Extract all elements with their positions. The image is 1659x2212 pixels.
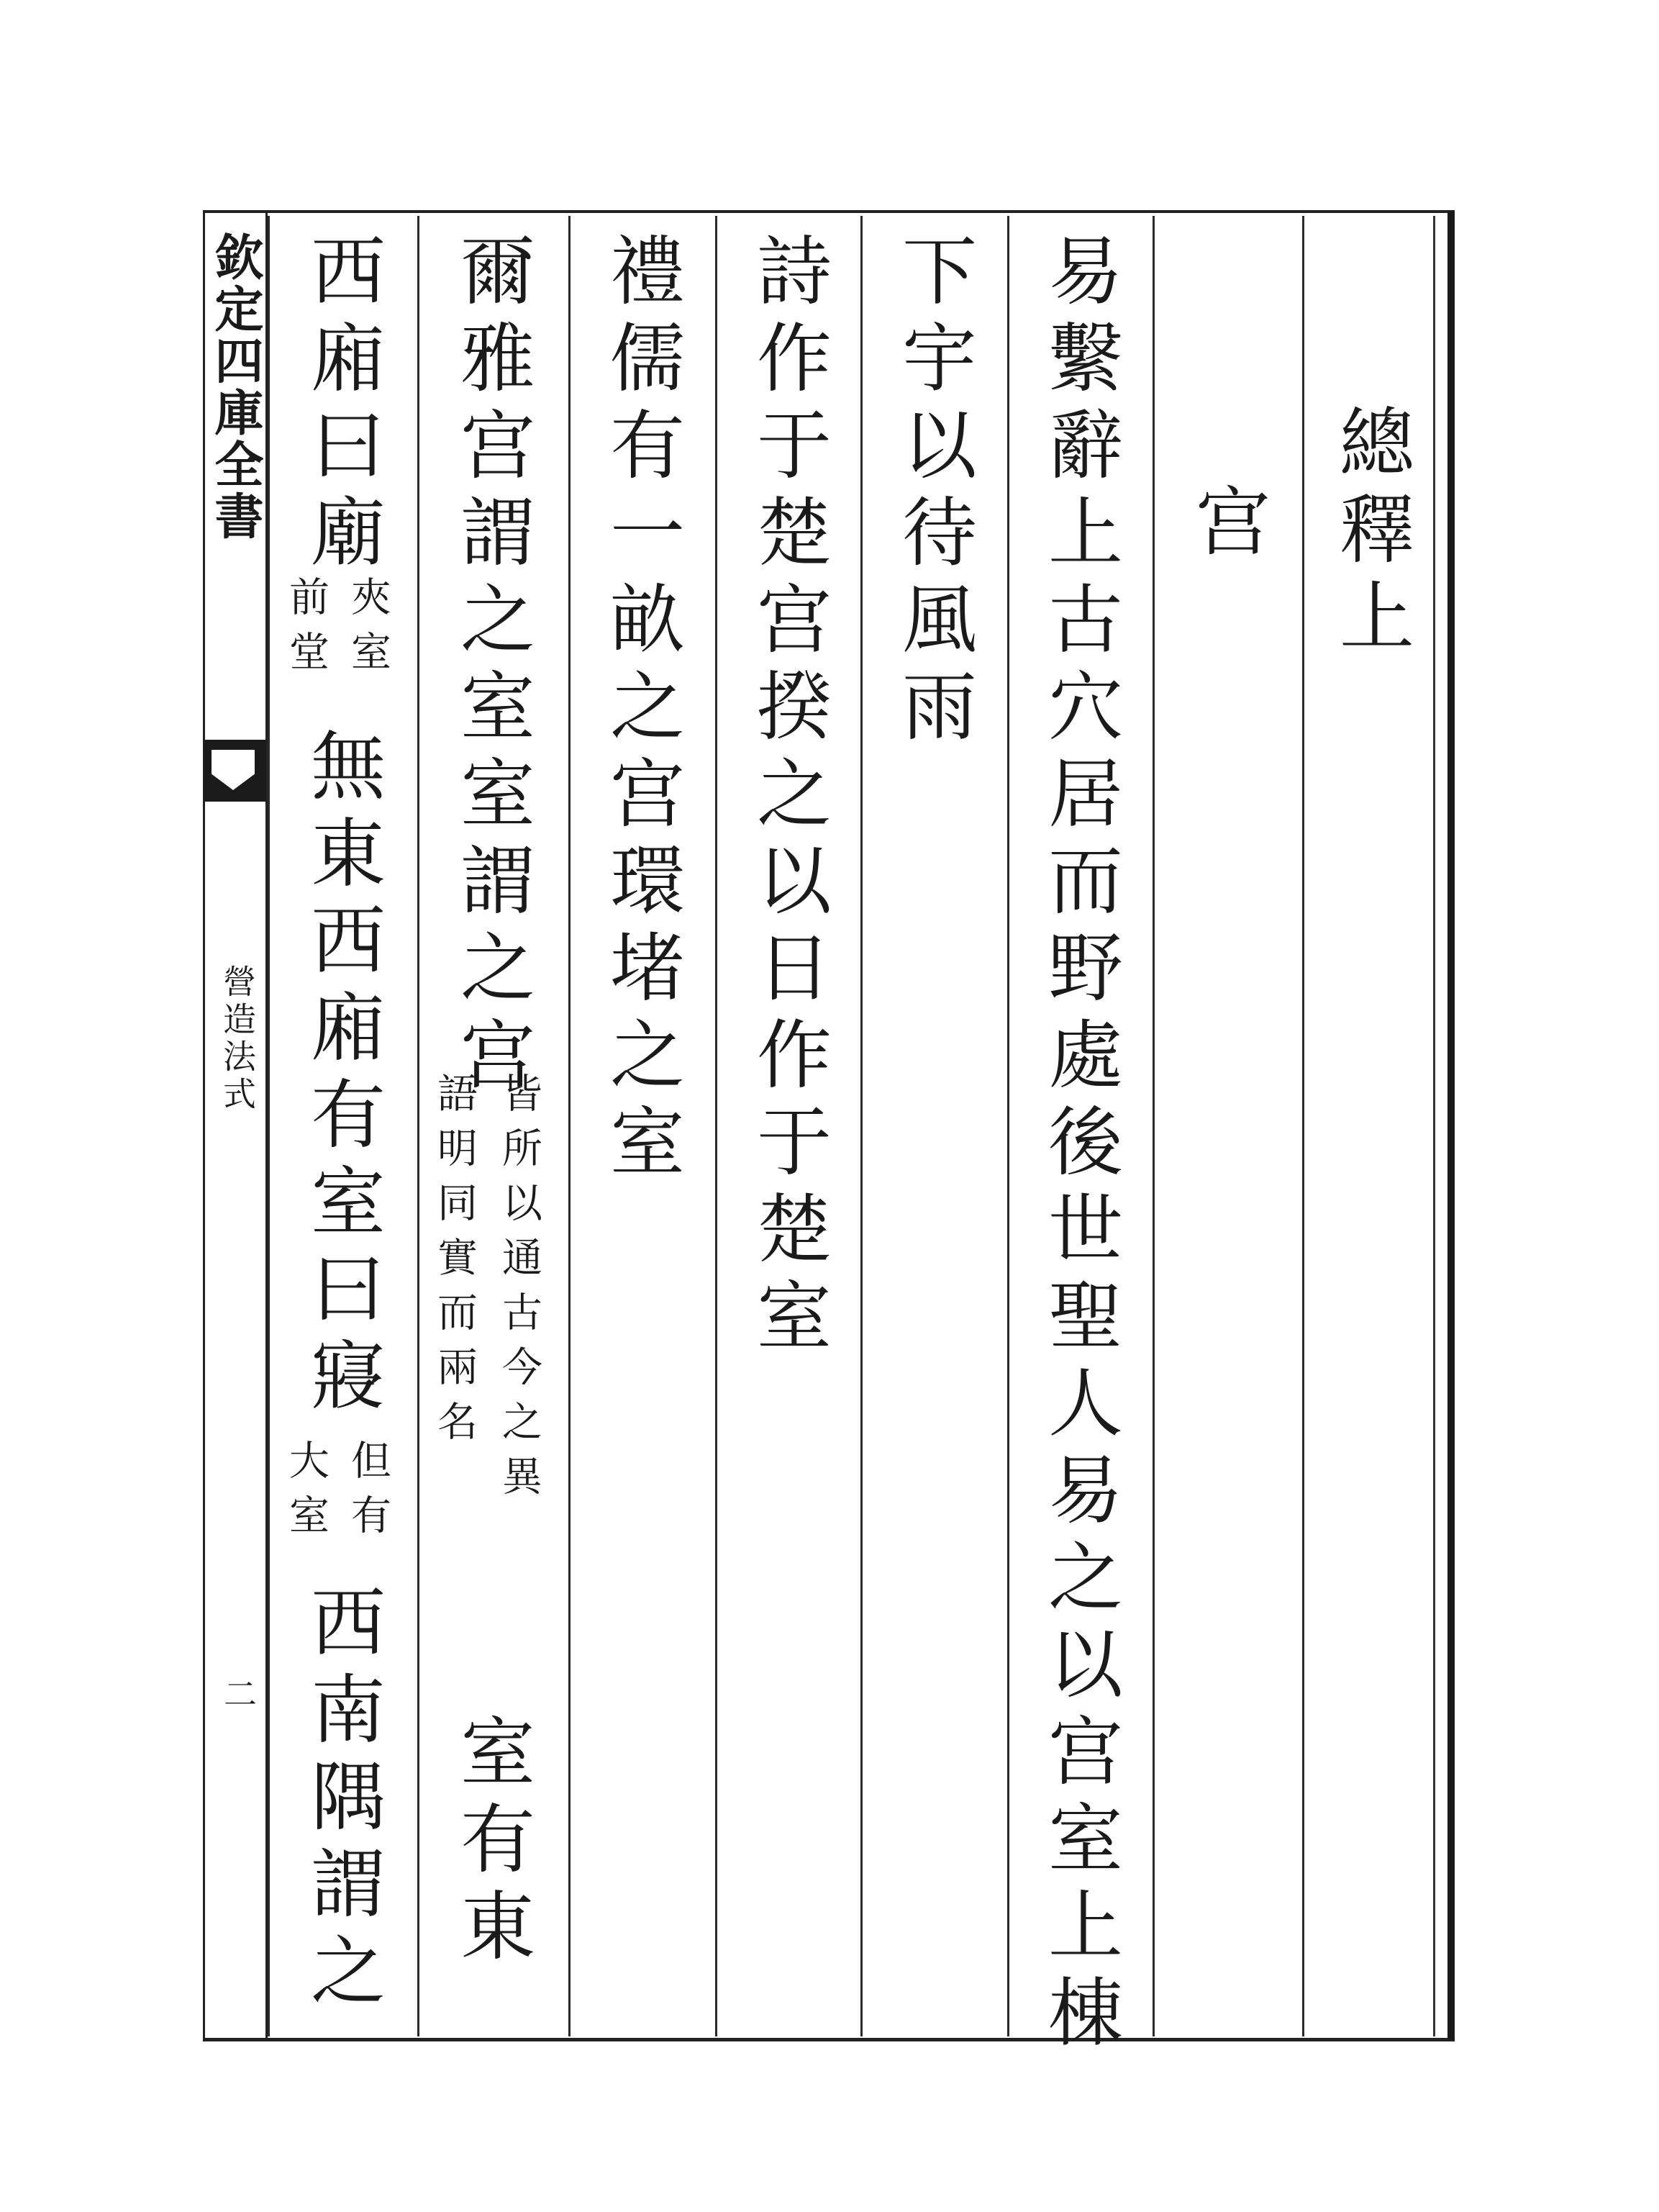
section-title: 總釋上 [1327, 403, 1414, 664]
text-column-tail: 室有東 [447, 1713, 535, 1974]
text-column: 無東西廂有室曰寢 [298, 727, 386, 1423]
banxin-book-title: 營造法式 [218, 964, 257, 1114]
banxin-title: 欽定四庫全書 [206, 232, 264, 543]
text-column: 禮儒有一畝之宫環堵之室 [597, 232, 685, 1189]
column-rule [417, 216, 419, 2036]
banxin-page-number: 二 [219, 1677, 258, 1710]
column-rule [268, 216, 270, 2036]
text-column: 爾雅宫謂之室室謂之宫 [447, 232, 535, 1102]
interlinear-note: 大室 [283, 1439, 329, 1549]
interlinear-note: 夾室 [345, 576, 391, 685]
column-rule [568, 216, 571, 2036]
column-rule [860, 216, 863, 2036]
text-column-tail: 西南隅謂之 [298, 1583, 386, 2018]
fishtail-mark-icon [204, 740, 266, 802]
entry-heading: 宫 [1183, 482, 1271, 569]
text-column: 下宇以待風雨 [889, 232, 977, 754]
column-rule [715, 216, 717, 2036]
frame-inner-rule [1433, 216, 1435, 2036]
interlinear-note: 語明同實而兩名 [431, 1072, 478, 1455]
column-rule [1153, 216, 1155, 2036]
text-column: 易繫辭上古穴居而野處後世聖人易之以宫室上棟 [1035, 232, 1123, 2060]
interlinear-note: 但有 [345, 1439, 391, 1549]
column-rule [1302, 216, 1304, 2036]
interlinear-note: 前堂 [283, 576, 329, 685]
column-rule [1007, 216, 1009, 2036]
text-column: 詩作于楚宫揆之以日作于楚室 [744, 232, 832, 1364]
interlinear-note: 皆所以通古今之異 [496, 1072, 542, 1510]
text-column: 西廂曰廟 [298, 232, 386, 580]
